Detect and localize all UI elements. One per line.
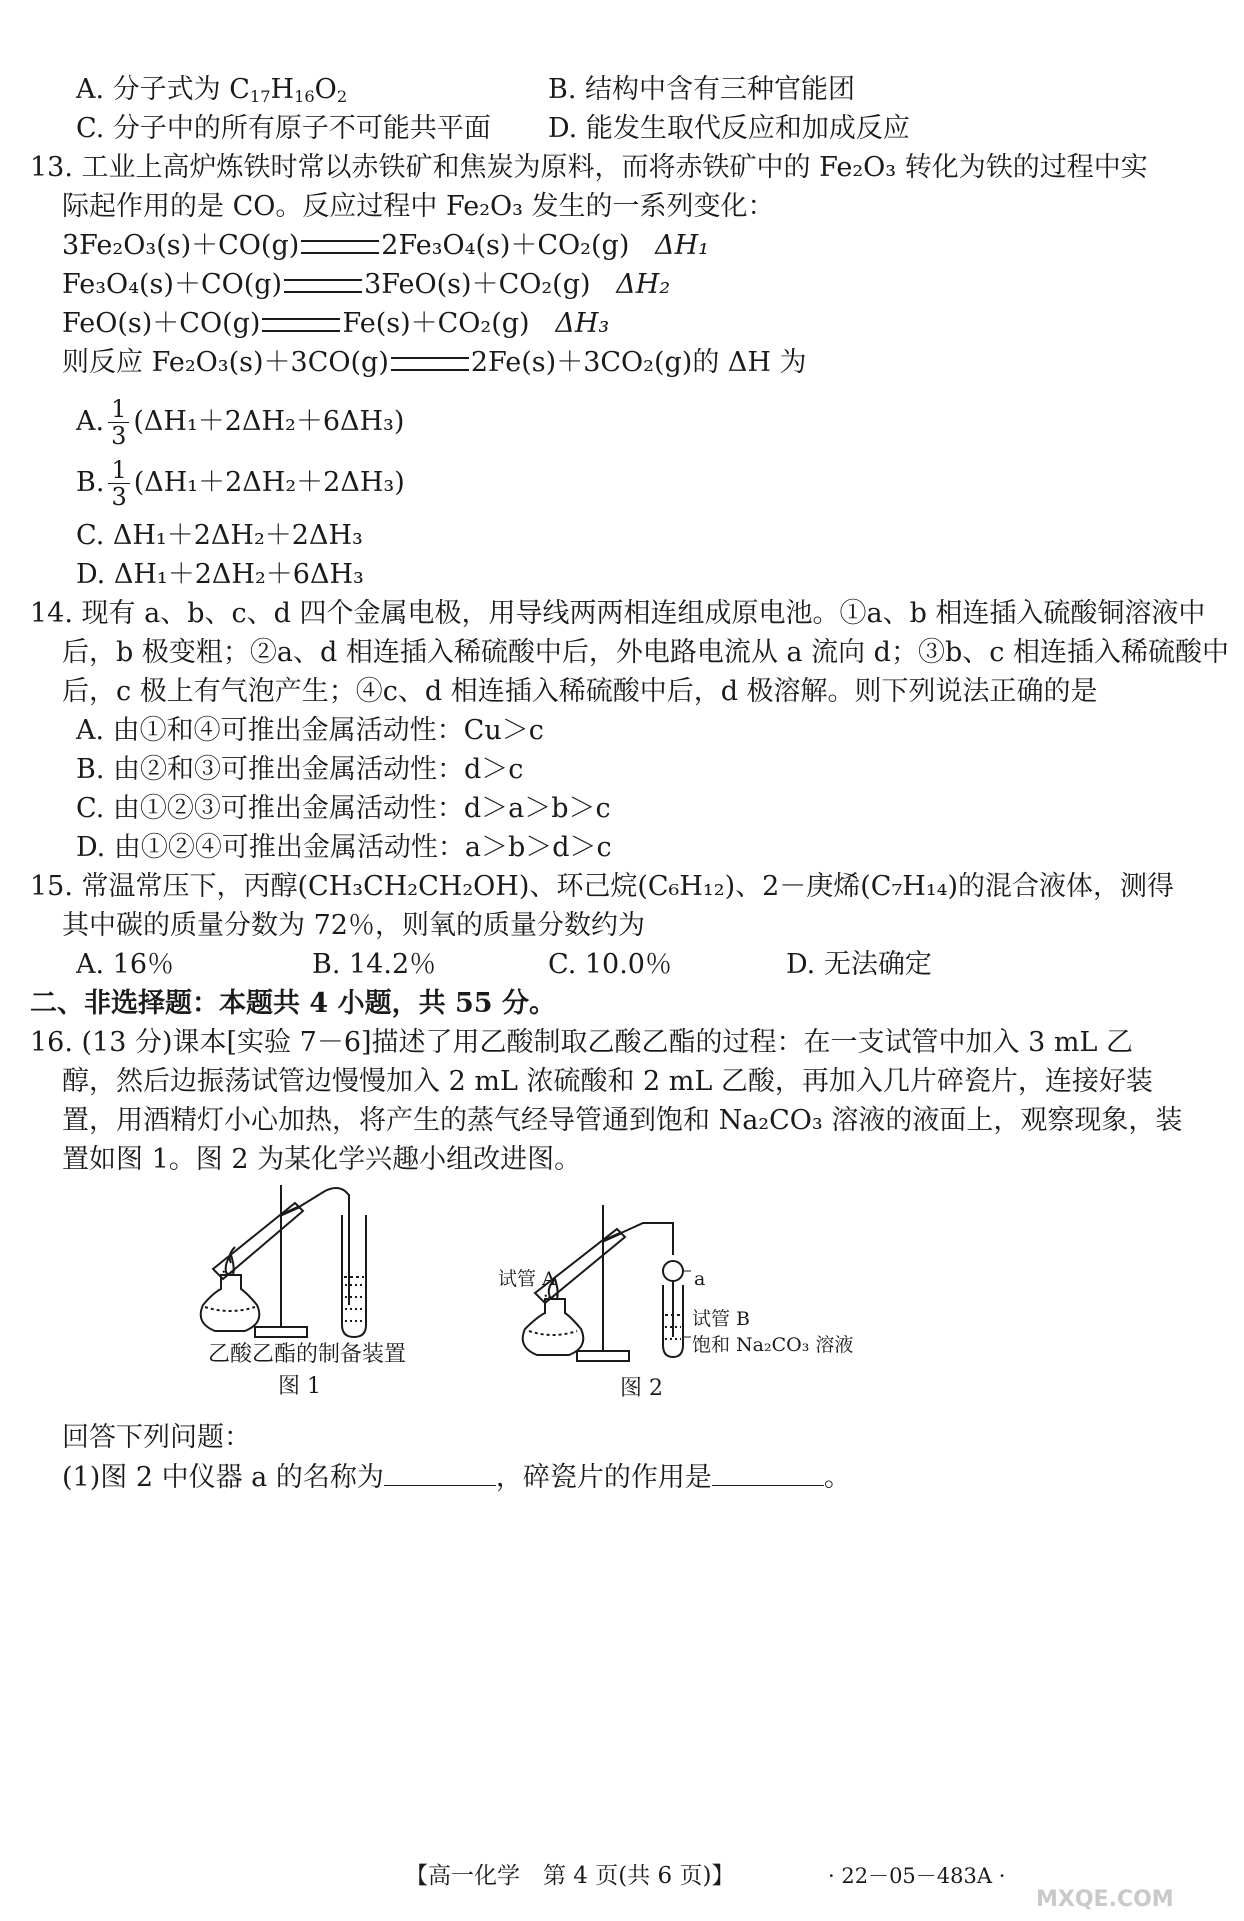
q14-option-c: C. 由①②③可推出金属活动性：d＞a＞b＞c [76, 793, 611, 824]
equals-arrow-icon [391, 357, 469, 371]
q13-option-c: C. ΔH₁＋2ΔH₂＋2ΔH₃ [76, 520, 363, 551]
figure-1-label: 图 1 [278, 1374, 321, 1399]
q13-option-d: D. ΔH₁＋2ΔH₂＋6ΔH₃ [76, 559, 364, 590]
answer-blank[interactable] [384, 1459, 496, 1486]
q13-equation-2: Fe₃O₄(s)＋CO(g) 3FeO(s)＋CO₂(g) ΔH₂ [62, 269, 671, 300]
section-heading: 二、非选择题：本题共 4 小题，共 55 分。 [30, 988, 556, 1019]
figure-2-label-tube-a: 试管 A [498, 1268, 556, 1290]
figure-2-label-tube-b: 试管 B [692, 1308, 751, 1330]
q12-option-d: D. 能发生取代反应和加成反应 [548, 113, 910, 144]
q15-option-d: D. 无法确定 [786, 949, 932, 980]
answer-intro: 回答下列问题： [62, 1422, 251, 1453]
q13-equation-1: 3Fe₂O₃(s)＋CO(g) 2Fe₃O₄(s)＋CO₂(g) ΔH₁ [62, 230, 709, 261]
page-footer: 【高一化学 第 4 页(共 6 页)】 [405, 1863, 735, 1889]
q14-option-a: A. 由①和④可推出金属活动性：Cu＞c [76, 715, 544, 746]
fraction: $\frac{1}{3}$ [108, 396, 129, 449]
q14-option-d: D. 由①②④可推出金属活动性：a＞b＞d＞c [76, 832, 612, 863]
q15-stem-line2: 其中碳的质量分数为 72％，则氧的质量分数约为 [62, 910, 645, 941]
q16-sub1: (1)图 2 中仪器 a 的名称为 ，碎瓷片的作用是 。 [62, 1459, 851, 1496]
q13-equation-3: FeO(s)＋CO(g) Fe(s)＋CO₂(g) ΔH₃ [62, 308, 610, 339]
q14-stem-line2: 后，b 极变粗；②a、d 相连插入稀硫酸中后，外电路电流从 a 流向 d；③b、c 相连插入稀硫酸中 [62, 637, 1229, 668]
q13-stem-line1: 13. 工业上高炉炼铁时常以赤铁矿和焦炭为原料，而将赤铁矿中的 Fe₂O₃ 转化为铁的过程中实 [30, 152, 1148, 183]
q16-stem-line2: 醇，然后边振荡试管边慢慢加入 2 mL 浓硫酸和 2 mL 乙酸，再加入几片碎瓷片，连接好装 [62, 1066, 1153, 1097]
q14-option-b: B. 由②和③可推出金属活动性：d＞c [76, 754, 524, 785]
q15-option-b: B. 14.2％ [312, 949, 437, 980]
figure-2-label-solution: 饱和 Na₂CO₃ 溶液 [692, 1334, 854, 1356]
q12-option-c: C. 分子中的所有原子不可能共平面 [76, 113, 491, 144]
watermark: MXQE.COM [1036, 1887, 1174, 1912]
q13-option-b: B. $\frac{1}{3}$ (ΔH₁＋2ΔH₂＋2ΔH₃) [76, 456, 405, 511]
q12-option-b: B. 结构中含有三种官能团 [548, 74, 856, 105]
q16-stem-line4: 置如图 1。图 2 为某化学兴趣小组改进图。 [62, 1144, 582, 1175]
q16-stem-line3: 置，用酒精灯小心加热，将产生的蒸气经导管通到饱和 Na₂CO₃ 溶液的液面上，观察现象，装 [62, 1105, 1183, 1136]
figure-1-apparatus [185, 1185, 395, 1345]
fraction: $\frac{1}{3}$ [108, 457, 129, 510]
figure-1-caption: 乙酸乙酯的制备装置 [208, 1342, 407, 1367]
q13-stem-line2: 际起作用的是 CO。反应过程中 Fe₂O₃ 发生的一系列变化： [62, 191, 775, 222]
q14-stem-line1: 14. 现有 a、b、c、d 四个金属电极，用导线两两相连组成原电池。①a、b 相连插入硫酸铜溶液中 [30, 598, 1206, 629]
q14-stem-line3: 后，c 极上有气泡产生；④c、d 相连插入稀硫酸中后，d 极溶解。则下列说法正确的是 [62, 676, 1098, 707]
figure-2-label-a: a [694, 1268, 706, 1290]
q13-option-a: A. $\frac{1}{3}$ (ΔH₁＋2ΔH₂＋6ΔH₃) [76, 395, 405, 450]
q13-question: 则反应 Fe₂O₃(s)＋3CO(g) 2Fe(s)＋3CO₂(g)的 ΔH 为 [62, 347, 807, 378]
q15-stem-line1: 15. 常温常压下，丙醇(CH₃CH₂CH₂OH)、环己烷(C₆H₁₂)、2－庚烯(C₇H₁₄)的混合液体，测得 [30, 871, 1175, 902]
exam-code: · 22－05－483A · [828, 1864, 1006, 1888]
q15-option-c: C. 10.0％ [548, 949, 672, 980]
equals-arrow-icon [262, 318, 340, 332]
answer-blank[interactable] [712, 1459, 824, 1486]
equals-arrow-icon [284, 279, 362, 293]
equals-arrow-icon [301, 240, 379, 254]
q15-option-a: A. 16％ [76, 949, 175, 980]
figure-2-label: 图 2 [620, 1376, 663, 1401]
q16-stem-line1: 16. (13 分)课本[实验 7－6]描述了用乙酸制取乙酸乙酯的过程：在一支试管中加入 3 mL 乙 [30, 1027, 1133, 1058]
q12-option-a: A. 分子式为 $C_{17}H_{16}O_2$ [76, 74, 348, 107]
